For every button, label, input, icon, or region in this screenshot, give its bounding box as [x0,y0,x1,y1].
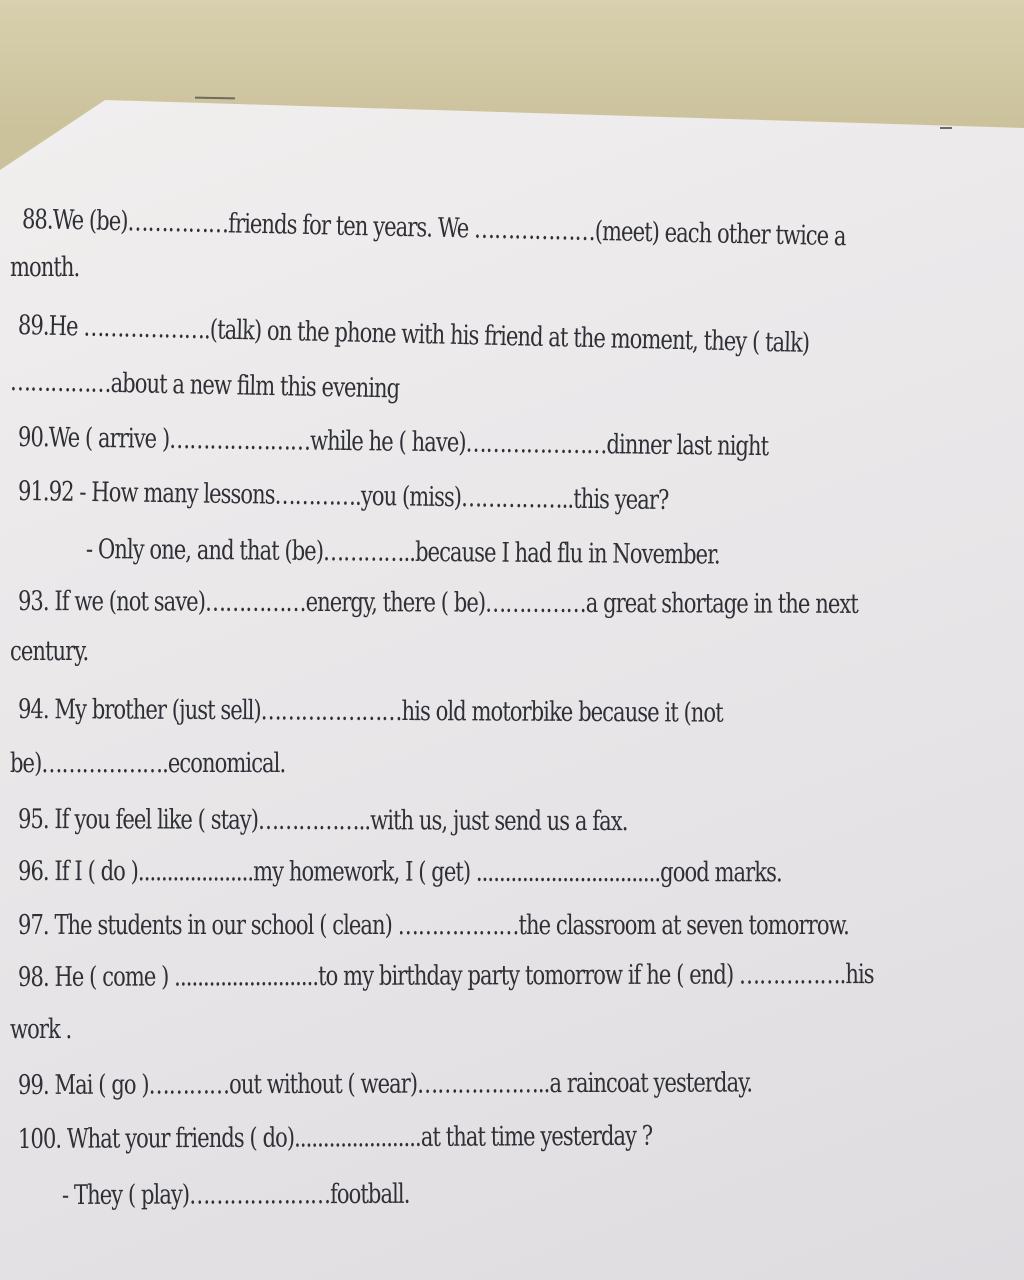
exercise-98-line-2: work . [10,1014,72,1045]
paper-edge-mark [195,97,235,100]
exercise-98-line-1: 98. He ( come ) .........................to my birthday party tomorrow if he ( end) …………….his [17,959,874,993]
exercise-91-92-line-1: 91.92 - How many lessons………….you (miss)……………..this year? [17,476,669,517]
paper-edge-mark [940,127,952,129]
exercise-99-line-1: 99. Mai ( go )…………out without ( wear)………………..a raincoat yesterday. [17,1067,753,1101]
exercise-100-line-2: - They ( play)…………………football. [61,1178,410,1211]
exercise-96-line-1: 96. If I ( do )....................my homework, I ( get) ................................good marks. [17,856,782,889]
exercise-100-line-1: 100. What your friends ( do)......................at that time yesterday ? [17,1120,653,1155]
exercise-89-line-2: ……………about a new film this evening [9,366,400,405]
exercise-88-line-2: month. [10,252,80,283]
exercise-90-line-1: 90.We ( arrive )…………………while he ( have)…………………dinner last night [17,422,769,463]
exercise-88-line-1: 88.We (be)……………friends for ten years. We ………………(meet) each other twice a [21,204,846,253]
exercise-93-line-2: century. [10,636,89,667]
exercise-95-line-1: 95. If you feel like ( stay)……………..with us, just send us a fax. [17,804,628,838]
exercise-89-line-1: 89.He ……………….(talk) on the phone with his friend at the moment, they ( talk) [17,310,810,359]
exercise-94-line-2: be)……………….economical. [10,748,286,779]
exercise-93-line-1: 93. If we (not save)……………energy, there ( be)……………a great shortage in the next [17,586,858,620]
worksheet-paper [0,100,1024,1280]
exercise-97-line-1: 97. The students in our school ( clean) ………………the classroom at seven tomorrow. [18,910,849,941]
exercise-91-92-line-2: - Only one, and that (be)…………..because I had flu in November. [85,534,720,571]
exercise-94-line-1: 94. My brother (just sell)…………………his old motorbike because it (not [17,694,723,729]
